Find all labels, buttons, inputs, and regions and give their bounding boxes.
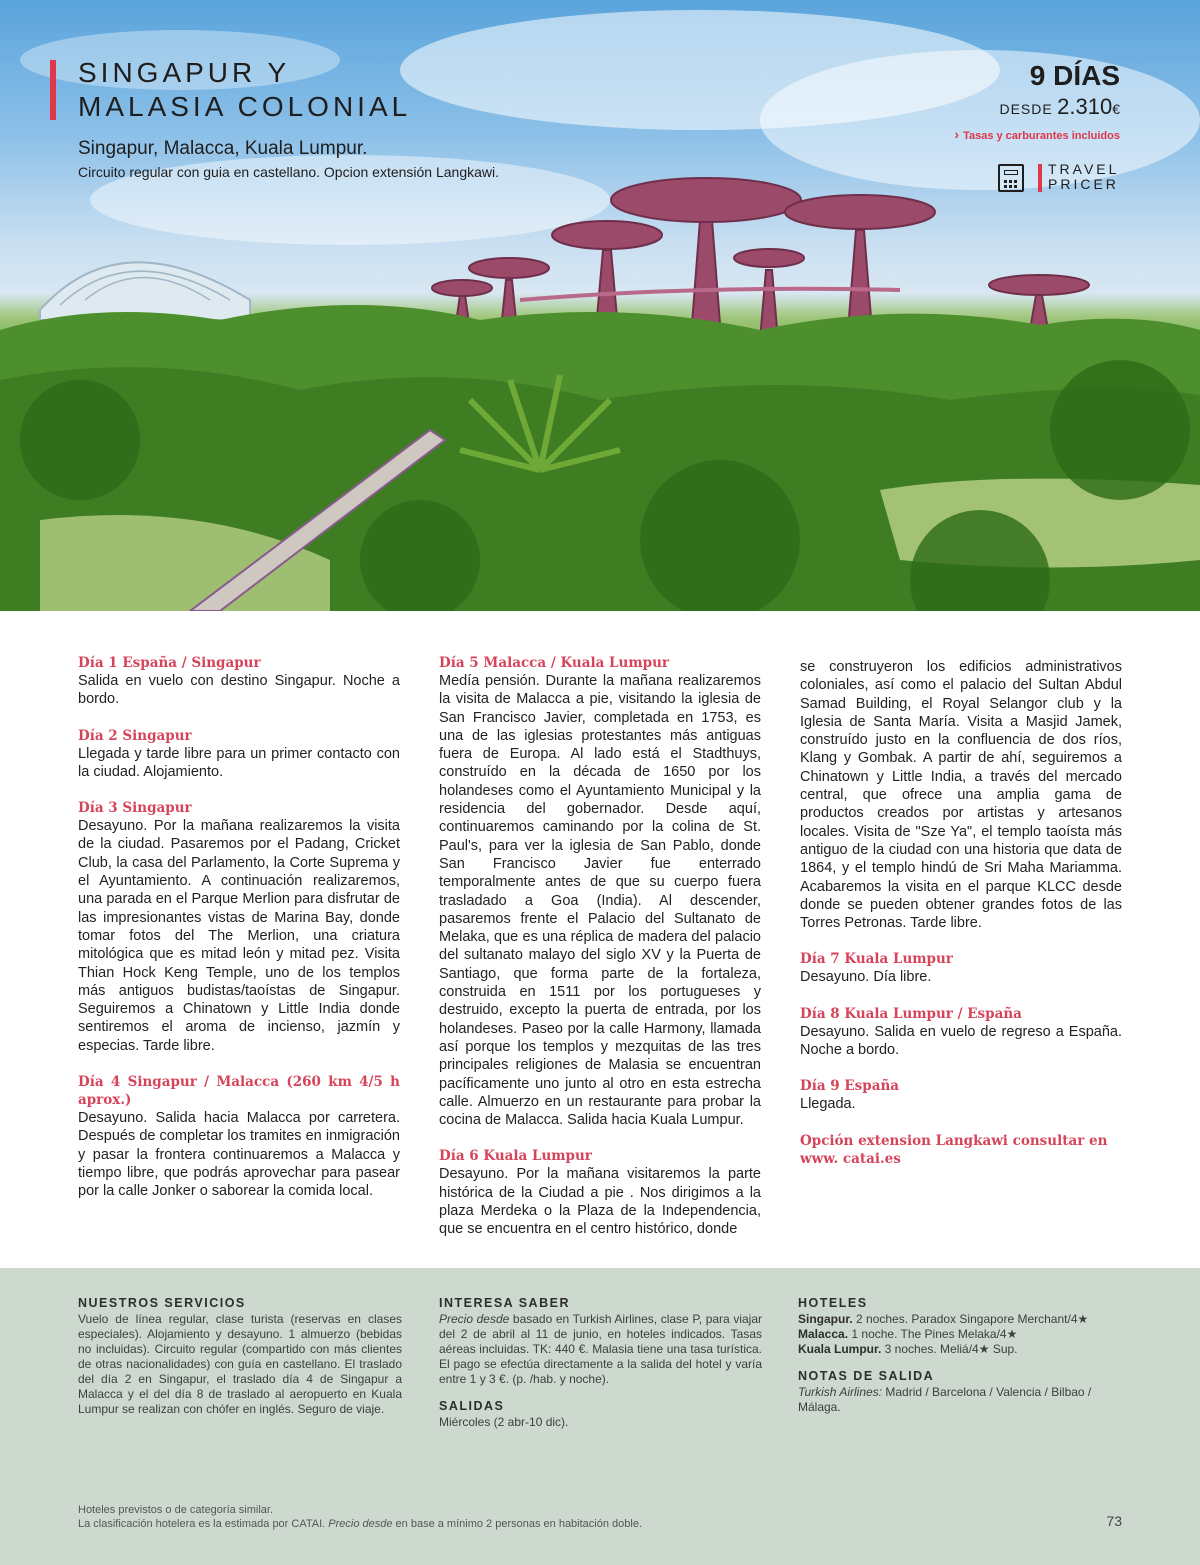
taxes-note (954, 126, 1120, 142)
price-currency: € (1112, 101, 1120, 117)
travel-pricer-label (1048, 162, 1119, 192)
travel-pricer-accent-bar (1038, 164, 1042, 192)
price-line (999, 94, 1120, 120)
day-7-title: Día 7 Kuala Lumpur (800, 951, 953, 968)
services-column (78, 1296, 402, 1417)
day-4-text: Desayuno. Salida hacia Malacca por carretera. Después de completar los tramites en inmigración y pasar la frontera continuaremos a Malacca y tiempo libre, que podrás aprovechar para pasear por la calle Jonker o saborear la comida local. (78, 1110, 400, 1200)
day-5-text: Medía pensión. Durante la mañana realizaremos la visita de Malacca a pie, visitando la iglesia de San Francisco Javier, completada en 1753, es una de las iglesias protestantes más antiguas fuera de Europa. Al lado está el Stadthuys, construído en la década de 1650 por los holandeses como el Ayuntamiento Municipal y la residencia del gobernador. Desde aquí, continuaremos caminando por la colina de St. Paul's, para ver la iglesia de San Pablo, donde San Francisco Javier fue enterrado temporalmente antes de que su cuerpo fuera trasladado a Goa (India). Al descender, pasaremos frente el Palacio del Sultanato de Melaka, que es una réplica de madera del palacio del sultanato malayo del siglo XV y la Puerta de Santiago, que forma parte de la fortaleza, construida en 1511 por los portugueses y destruido, excepto la puerta de entrada, por los holandeses. Paseo por la calle Harmony, llamada así porque los templos y mezquitas de las tres principales religiones de Malasia se encuentran pacíficamente uno junto al otro en esta estrecha calle. Almuerzo en un restaurante para probar la cocina de Malacca. Salida hacia Kuala Lumpur. (439, 673, 761, 1129)
hotel-singapur-city: Singapur. (798, 1312, 853, 1326)
day-6-title: Día 6 Kuala Lumpur (439, 1148, 592, 1165)
price-desde-label: DESDE (999, 101, 1053, 117)
fine-print (78, 1503, 642, 1531)
day-6 (439, 1147, 761, 1238)
day-9 (800, 1077, 1122, 1113)
title-line-2: MALASIA COLONIAL (78, 91, 412, 122)
day-2-text: Llegada y tarde libre para un primer contacto con la ciudad. Alojamiento. (78, 745, 400, 780)
fine-print-line-2b: en base a mínimo 2 personas en habitación doble. (392, 1518, 642, 1530)
day-6-text: Desayuno. Por la mañana visitaremos la parte histórica de la Ciudad a pie . Nos dirigimos a la plaza Merdeka o la Plaza de la Independencia, que se encuentra en el centro histórico, donde (439, 1166, 761, 1238)
title-accent-bar (50, 60, 56, 120)
good-to-know-text (439, 1312, 762, 1387)
hotel-kuala-lumpur (798, 1342, 1122, 1357)
day-1-title: Día 1 España / Singapur (78, 655, 261, 671)
price-amount: 2.310 (1057, 94, 1113, 119)
trip-duration: 9 DÍAS (1029, 60, 1120, 91)
itinerary-column-2 (439, 654, 761, 1239)
day-9-title: Día 9 España (800, 1078, 900, 1095)
departure-notes-title: NOTAS DE SALIDA (798, 1369, 935, 1383)
day-6-text-continued: se construyeron los edificios administrativos coloniales, así como el palacio del Sultan Abdul Samad Building, el Royal Selangor club y la Iglesia de Santa María. Visita a Masjid Jamek, construído justo en la confluencia de dos ríos, Klang y Gombak. A partir de ahí, seguiremos a Chinatown y Little India, a través del mercado central, que ofrece una amplia gama de productos creados por artistas y artesanos locales. Visita de "Sze Ya", el templo taoísta más antiguo de la ciudad con una historia que data de 1864, y el templo hindú de Sri Maha Mariamma. Acabaremos la visita en el parque KLCC desde donde se pueden obtener grandes fotos de las Torres Petronas. Tarde libre. (800, 659, 1122, 932)
taxes-note-text: Tasas y carburantes incluidos (963, 130, 1120, 142)
day-1 (78, 654, 400, 709)
day-3 (78, 799, 400, 1055)
day-3-title: Día 3 Singapur (78, 800, 192, 817)
day-5-title: Día 5 Malacca / Kuala Lumpur (439, 655, 669, 671)
departures-title: SALIDAS (439, 1399, 505, 1413)
day-5 (439, 654, 761, 1129)
departure-notes-airline: Turkish Airlines: (798, 1385, 883, 1399)
extension-note: Opción extension Langkawi consultar en www. catai.es (800, 1132, 1108, 1167)
day-3-text: Desayuno. Por la mañana realizaremos la visita de la ciudad. Pasaremos por el Padang, Cricket Club, la casa del Parlamento, la Corte Suprema y el Ayuntamiento. A continuación realizaremos, una parada en el Parque Merlion para disfrutar de las impresionantes vistas de Marina Bay, donde tomar fotos del The Merlion, una criatura mitológica que es mitad león y mitad pez. Visita Thian Hock Keng Temple, uno de los templos más antiguos budistas/taoístas de Singapur. Seguiremos a Chinatown y Little India donde sentiremos el aroma de incienso, jazmín y especias. Tarde libre. (78, 818, 400, 1054)
good-to-know-lead: Precio desde (439, 1312, 510, 1326)
fine-print-line-2-em: Precio desde (328, 1518, 393, 1530)
hotel-malacca (798, 1327, 1122, 1342)
services-text: Vuelo de línea regular, clase turista (reservas en clases especiales). Alojamiento y desayuno. 1 almuerzo (bebidas no incluidas). Circuito regular (compartido con más clientes de otras nacionalidades) con guía en castellano. El traslado del día 2 en Singapur, el traslado día 4 de Singapur a Malacca y el del día 8 de traslado al aeropuerto en Kuala Lumpur se realizan con chófer en inglés. Seguro de viaje. (78, 1312, 402, 1416)
hotels-title: HOTELES (798, 1296, 868, 1310)
good-to-know-column (439, 1296, 762, 1430)
travel-pricer-line-2: PRICER (1048, 176, 1119, 192)
hotel-kuala-lumpur-text: 3 noches. Meliá/4★ Sup. (881, 1342, 1018, 1356)
day-8 (800, 1005, 1122, 1060)
calculator-icon (998, 164, 1024, 192)
day-6-continued (800, 658, 1122, 932)
fine-print-line-2 (78, 1517, 642, 1531)
hotel-kuala-lumpur-city: Kuala Lumpur. (798, 1342, 882, 1356)
day-2 (78, 727, 400, 782)
itinerary-column-3 (800, 658, 1122, 1168)
departure-notes-cities: Madrid / Barcelona / Valencia / Bilbao / Málaga. (798, 1385, 1092, 1414)
hotel-singapur (798, 1312, 1122, 1327)
itinerary-column-1 (78, 654, 400, 1219)
hotel-malacca-city: Malacca. (798, 1327, 849, 1341)
day-4-title: Día 4 Singapur / Malacca (260 km 4/5 h aprox.) (78, 1074, 400, 1109)
departures-text: Miércoles (2 abr-10 dic). (439, 1415, 569, 1429)
page-number: 73 (1106, 1513, 1122, 1529)
hotel-singapur-text: 2 noches. Paradox Singapore Merchant/4★ (852, 1312, 1089, 1326)
destinations-subtitle: Singapur, Malacca, Kuala Lumpur. (78, 138, 368, 159)
day-4 (78, 1073, 400, 1200)
good-to-know-body: basado en Turkish Airlines, clase P, para viajar del 2 de abril al 11 de junio, en hoteles indicados. Tasas aéreas incluidas. TK: 440 €. Malasia tiene una tasa turística. El pago se efectúa directamente a la salida del hotel y varía entre 1 y 3 €. (p. /hab. y noche). (439, 1312, 762, 1386)
day-7-text: Desayuno. Día libre. (800, 969, 932, 986)
title-line-1: SINGAPUR Y (78, 57, 291, 88)
day-7 (800, 950, 1122, 986)
day-8-text: Desayuno. Salida en vuelo de regreso a España. Noche a bordo. (800, 1023, 1122, 1059)
good-to-know-title: INTERESA SABER (439, 1296, 570, 1310)
services-title: NUESTROS SERVICIOS (78, 1296, 246, 1310)
departure-notes-text (798, 1385, 1122, 1415)
page-title (78, 56, 411, 124)
tour-type-subtitle: Circuito regular con guia en castellano. Opcion extensión Langkawi. (78, 164, 500, 180)
hotels-column (798, 1296, 1122, 1415)
day-1-text: Salida en vuelo con destino Singapur. Noche a bordo. (78, 673, 400, 708)
day-9-text: Llegada. (800, 1096, 856, 1113)
travel-pricer-badge (998, 162, 1120, 194)
travel-pricer-line-1: TRAVEL (1048, 161, 1120, 177)
hotel-malacca-text: 1 noche. The Pines Melaka/4★ (848, 1327, 1018, 1341)
chevron-right-icon: › (954, 126, 960, 142)
day-2-title: Día 2 Singapur (78, 727, 192, 744)
day-8-title: Día 8 Kuala Lumpur / España (800, 1005, 1022, 1022)
fine-print-line-1: Hoteles previstos o de categoría similar. (78, 1504, 274, 1516)
fine-print-line-2a: La clasificación hotelera es la estimada por CATAI. (78, 1518, 329, 1530)
